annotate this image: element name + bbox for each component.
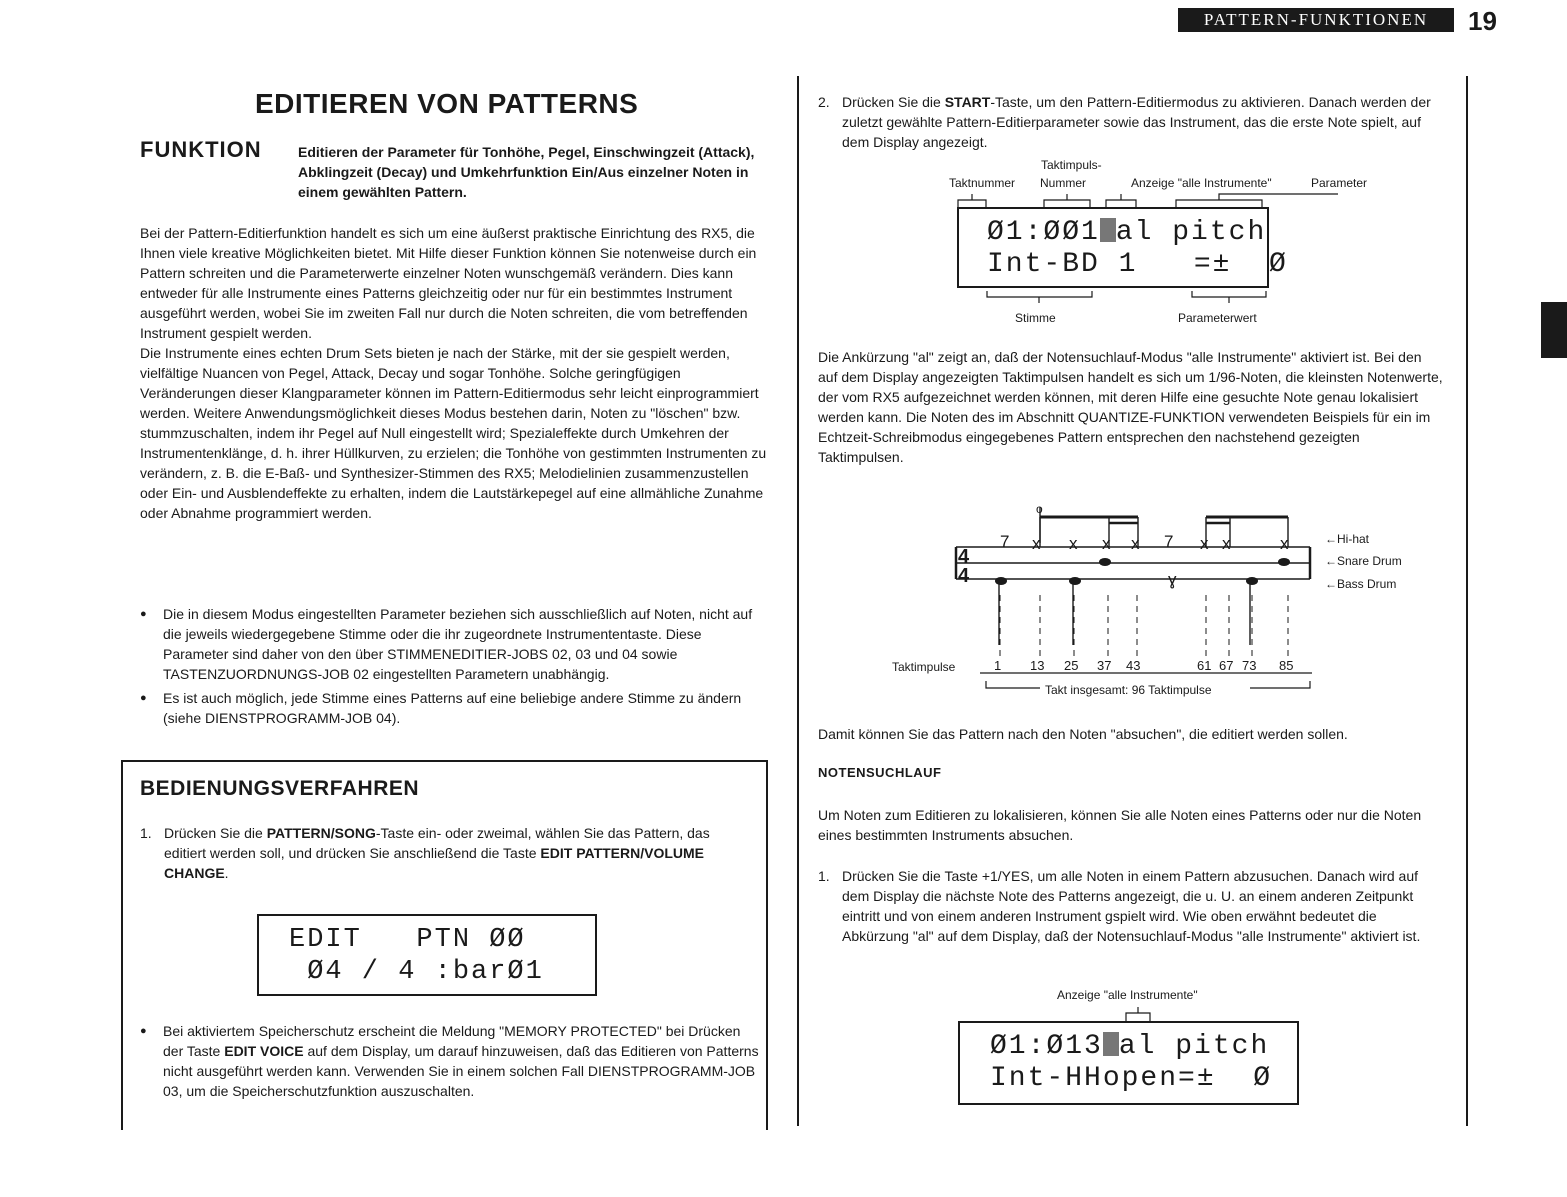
page-number: 19 — [1468, 6, 1497, 36]
svg-text:x: x — [1069, 534, 1078, 553]
label-total-ticks: Takt insgesamt: 96 Taktimpulse — [1045, 683, 1212, 697]
label-taktnummer: Taktnummer — [949, 176, 1016, 190]
lcd-line-1a: Ø1:Ø13 — [990, 1031, 1103, 1062]
tick-label: 37 — [1097, 658, 1112, 673]
lcd-line-1: EDIT PTN ØØ — [289, 925, 526, 955]
key-edit-voice: EDIT VOICE — [224, 1043, 304, 1059]
key-pattern-song: PATTERN/SONG — [266, 825, 376, 841]
intro-paragraph-1: Bei der Pattern-Editierfunktion handelt es sich um eine äußerst praktische Einrichtung des RX5, die Ihnen viele kreative Möglichkeiten bietet. Mit Hilfe dieser Funktion können Sie notenweise durch ein Pattern schreiten und die Parameterwerte einzelner Noten wunschgemäß verändern. Dies kann entweder für alle Instrumente eines Patterns gleichzeitig oder nur für ein bestimmtes Instrument ausgeführt werden, wobei Sie im zweiten Fall nur durch die Noten schreiten, die vom betreffenden Instrument gespielt werden. — [140, 225, 757, 341]
procedure-title: BEDIENUNGSVERFAHREN — [140, 777, 420, 800]
step-number: 1. — [140, 825, 152, 841]
bullet-item: ● Die in diesem Modus eingestellten Parameter beziehen sich ausschließlich auf Noten, nicht auf die jeweils wiedergegebene Stimme oder die ihr zugeordnete Instrumententaste. Diese Parameter sind daher von den über STIMMENEDITIER-JOBS 02, 03 und 04 sowie TASTENZUORDNUNGS-JOB 02 eingestellten Parametern unabhängig. — [140, 604, 768, 684]
column-divider-right — [1466, 76, 1468, 1126]
lcd-line-2: Ø4 / 4 :barØ1 — [289, 957, 544, 987]
lcd-line-1b: al pitch — [1115, 217, 1267, 248]
step-text: -Taste ein- oder zweimal, wählen Sie das Pattern, das editiert werden soll, und drücken Sie anschließend die Taste — [164, 825, 710, 861]
tick-label: 43 — [1126, 658, 1141, 673]
svg-text:4: 4 — [958, 565, 970, 587]
label-nummer: Nummer — [1040, 176, 1087, 190]
bullet-item — [140, 1021, 760, 1101]
lcd-display-pitch — [957, 207, 1288, 288]
svg-text:x: x — [1222, 534, 1231, 553]
lcd-display-search — [958, 1021, 1299, 1105]
key-start: START — [944, 94, 991, 110]
tick-label: 25 — [1064, 658, 1079, 673]
step-text: Drücken Sie die — [842, 94, 945, 110]
tick-label: 85 — [1279, 658, 1294, 673]
paragraph-suche: Um Noten zum Editieren zu lokalisieren, können Sie alle Noten eines Patterns oder nur die Noten eines bestimmten Instruments absuchen. — [818, 807, 1422, 843]
label-anzeige-alle: Anzeige "alle Instrumente" — [1057, 988, 1198, 1002]
subheading-notensuchlauf: NOTENSUCHLAUF — [818, 765, 942, 780]
paragraph-al: Die Ankürzung "al" zeigt an, daß der Notensuchlauf-Modus "alle Instrumente" aktiviert ist. Bei den auf dem Display angezeigten Taktimpulsen handelt es sich um 1/96-Noten, die kleinsten Notenwerte, der vom RX5 aufgezeichnet werden können, mit deren Hilfe eine gesuchte Note genau lokalisiert werden kann. Die Noten des im Abschnitt QUANTIZE-FUNKTION verwendeten Beispiels für ein im Echtzeit-Schreibmodus eingegebenes Pattern entsprechen den nachstehend gezeigten Taktimpulsen. — [818, 349, 1443, 465]
intro-paragraph-2: Die Instrumente eines echten Drum Sets bieten je nach der Stärke, mit der sie gespielt werden, vielfältige Nuancen von Pegel, Attack, Decay und sogar Tonhöhe. Solche geringfügigen Veränderungen dieser Klangparameter können im Pattern-Editiermodus sehr leicht einprogrammiert werden. Weitere Anwendungsmöglichkeit dieses Modus bestehen darin, Noten zu "löschen" bzw. stummzuschalten, indem ihr Pegel auf Null eingestellt wird; Spezialeffekte durch Umkehren der Instrumentenklänge, d. h. ihrer Hüllkurven, zu erzielen; die Tonhöhe von gestimmten Instrumenten zu verändern, z. B. die E-Baß- und Synthesizer-Stimmen des RX5; Melodielinien zusammenzustellen oder Ein- und Ausblendeffekte zu erhalten, indem die Lautstärkepegel auf eine allmähliche Zunahme oder Abnahme programmiert werden. — [140, 345, 767, 521]
memory-protect-note — [140, 1021, 760, 1105]
label-taktimpulse: Taktimpulse — [892, 660, 956, 674]
step-text: . — [224, 865, 229, 881]
svg-text:4: 4 — [958, 546, 970, 568]
label-parameterwert: Parameterwert — [1178, 311, 1257, 325]
cursor-block-icon — [1103, 1032, 1119, 1056]
svg-text:7: 7 — [1164, 532, 1174, 551]
lcd-line-1a: Ø1:ØØ1 — [987, 217, 1100, 248]
label-stimme: Stimme — [1015, 311, 1056, 325]
thumb-index-tab — [1541, 302, 1567, 358]
key-edit-pattern: EDIT PATTERN/VOLUME CHANGE — [164, 845, 705, 881]
funktion-label: FUNKTION — [140, 137, 262, 162]
svg-text:x: x — [1280, 534, 1289, 553]
bullet-text: auf dem Display, um darauf hinzuweisen, daß das Editieren von Patterns nicht ausgeführt werden kann. Verwenden Sie in einem solchen Fall DIENSTPROGRAMM-JOB 03, um die Speicherschutzfunktion auszuschalten. — [163, 1043, 759, 1099]
page-title: EDITIEREN VON PATTERNS — [255, 88, 639, 119]
bullet-item: ● Es ist auch möglich, jede Stimme eines Patterns auf eine beliebige andere Stimme zu ändern (siehe DIENSTPROGRAMM-JOB 04). — [140, 688, 768, 728]
notes-list — [140, 604, 768, 732]
label-snare: ←Snare Drum — [1325, 554, 1402, 568]
label-taktimpuls: Taktimpuls- — [1041, 158, 1102, 172]
cursor-block-icon — [1100, 218, 1116, 242]
step-number: 2. — [818, 94, 830, 110]
svg-text:ɣ: ɣ — [1168, 570, 1177, 589]
lcd-line-1b: al pitch — [1118, 1031, 1270, 1062]
bullet-text: Bei aktiviertem Speicherschutz erscheint die Meldung "MEMORY PROTECTED" bei Drücken der Taste — [163, 1023, 741, 1059]
tick-label: 67 — [1219, 658, 1234, 673]
intro-text — [140, 223, 768, 523]
lcd-line-2: Int-BD 1 =± Ø — [987, 249, 1288, 280]
notation-diagram — [880, 495, 1460, 705]
column-divider-left — [797, 76, 799, 1126]
svg-text:o: o — [1036, 502, 1043, 516]
lcd-display-edit — [257, 914, 597, 996]
procedure-step-1 — [140, 823, 740, 883]
tick-label: 13 — [1030, 658, 1045, 673]
funktion-description: Editieren der Parameter für Tonhöhe, Pegel, Einschwingzeit (Attack), Abklingzeit (Decay) und Umkehrfunktion Ein/Aus einzelner Noten in einem gewählten Pattern. — [298, 144, 755, 200]
svg-text:x: x — [1032, 534, 1041, 553]
procedure-step-2 — [818, 92, 1443, 152]
svg-text:x: x — [1200, 534, 1209, 553]
tick-label: 73 — [1242, 658, 1257, 673]
tick-label: 61 — [1197, 658, 1212, 673]
svg-text:x: x — [1131, 534, 1140, 553]
step-number: 1. — [818, 868, 830, 884]
svg-text:x: x — [1102, 534, 1111, 553]
step-text: Drücken Sie die — [164, 825, 267, 841]
label-bass: ←Bass Drum — [1325, 577, 1397, 591]
label-anzeige: Anzeige "alle Instrumente" — [1131, 176, 1272, 190]
tick-label: 1 — [994, 658, 1002, 673]
search-step-1 — [818, 866, 1423, 946]
step-text: -Taste, um den Pattern-Editiermodus zu aktivieren. Danach werden der zuletzt gewählte Pattern-Editierparameter sowie das Instrument, das die erste Note spielt, auf dem Display angezeigt. — [842, 94, 1431, 150]
section-header: PATTERN-FUNKTIONEN — [1178, 8, 1454, 32]
label-parameter: Parameter — [1311, 176, 1368, 190]
paragraph-damit: Damit können Sie das Pattern nach den Noten "absuchen", die editiert werden sollen. — [818, 726, 1348, 742]
lcd-line-2: Int-HHopen=± Ø — [990, 1063, 1273, 1094]
label-hihat: ←Hi-hat — [1325, 532, 1370, 546]
step-text: Drücken Sie die Taste +1/YES, um alle Noten in einem Pattern abzusuchen. Danach wird auf dem Display die nächste Note des Patterns angezeigt, die u. U. an einem anderen Zeitpunkt eintritt und von einem anderen Instrument gspielt wird. Wie oben erwähnt bedeutet die Abkürzung "al" auf dem Display, daß der Notensuchlauf-Modus "alle Instrumente" aktiviert ist. — [842, 868, 1421, 944]
svg-text:7: 7 — [1000, 532, 1010, 551]
